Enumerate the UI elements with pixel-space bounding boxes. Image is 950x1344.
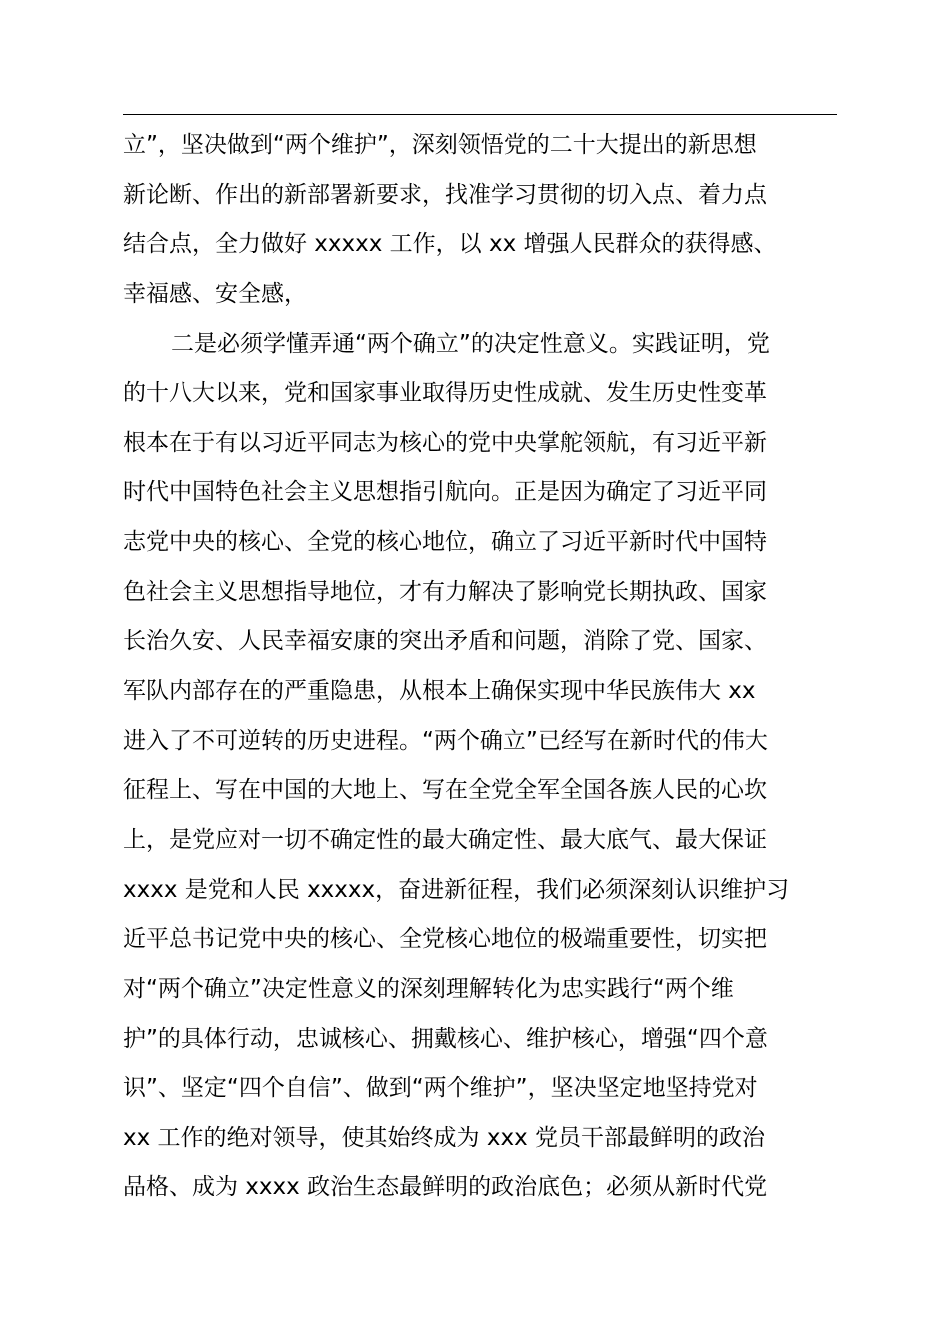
text-line: 结合点，全力做好 xxxxx 工作，以 xx 增强人民群众的获得感、	[123, 231, 777, 258]
text-line: 护”的具体行动，忠诚核心、拥戴核心、维护核心，增强“四个意	[123, 1025, 768, 1052]
text-line: 进入了不可逆转的历史进程。“两个确立”已经写在新时代的伟大	[123, 727, 768, 754]
text-line: 的十八大以来，党和国家事业取得历史性成就、发生历史性变革	[123, 380, 767, 407]
text-line: xxxx 是党和人民 xxxxx，奋进新征程，我们必须深刻认识维护习	[123, 876, 790, 903]
text-line: 对“两个确立”决定性意义的深刻理解转化为忠实践行“两个维	[123, 975, 734, 1002]
text-line: 幸福感、安全感，	[123, 280, 307, 307]
text-line: 志党中央的核心、全党的核心地位，确立了习近平新时代中国特	[123, 529, 767, 556]
text-line: 二是必须学懂弄通“两个确立”的决定性意义。实践证明，党	[171, 330, 770, 357]
text-line: 上，是党应对一切不确定性的最大确定性、最大底气、最大保证	[123, 826, 767, 853]
text-line: 新论断、作出的新部署新要求，找准学习贯彻的切入点、着力点	[123, 181, 767, 208]
text-line: 时代中国特色社会主义思想指引航向。正是因为确定了习近平同	[123, 479, 767, 506]
text-line: 立”，坚决做到“两个维护”，深刻领悟党的二十大提出的新思想	[123, 132, 757, 158]
text-line: 色社会主义思想指导地位，才有力解决了影响党长期执政、国家	[123, 578, 767, 605]
text-line: 军队内部存在的严重隐患，从根本上确保实现中华民族伟大 xx	[123, 678, 756, 705]
text-line: xx 工作的绝对领导，使其始终成为 xxx 党员干部最鲜明的政治	[123, 1124, 765, 1151]
text-line: 根本在于有以习近平同志为核心的党中央掌舵领航，有习近平新	[123, 429, 767, 456]
text-line: 长治久安、人民幸福安康的突出矛盾和问题，消除了党、国家、	[123, 628, 767, 655]
text-line: 近平总书记党中央的核心、全党核心地位的极端重要性，切实把	[123, 926, 767, 953]
text-line: 品格、成为 xxxx 政治生态最鲜明的政治底色；必须从新时代党	[123, 1174, 768, 1201]
paragraph-1	[123, 121, 837, 320]
text-line: 识”、坚定“四个自信”、做到“两个维护”，坚决坚定地坚持党对	[123, 1075, 758, 1102]
paragraph-2	[123, 320, 837, 1214]
header-rule	[123, 114, 837, 115]
document-body	[123, 121, 837, 1213]
text-line: 征程上、写在中国的大地上、写在全党全军全国各族人民的心坎	[123, 777, 767, 804]
